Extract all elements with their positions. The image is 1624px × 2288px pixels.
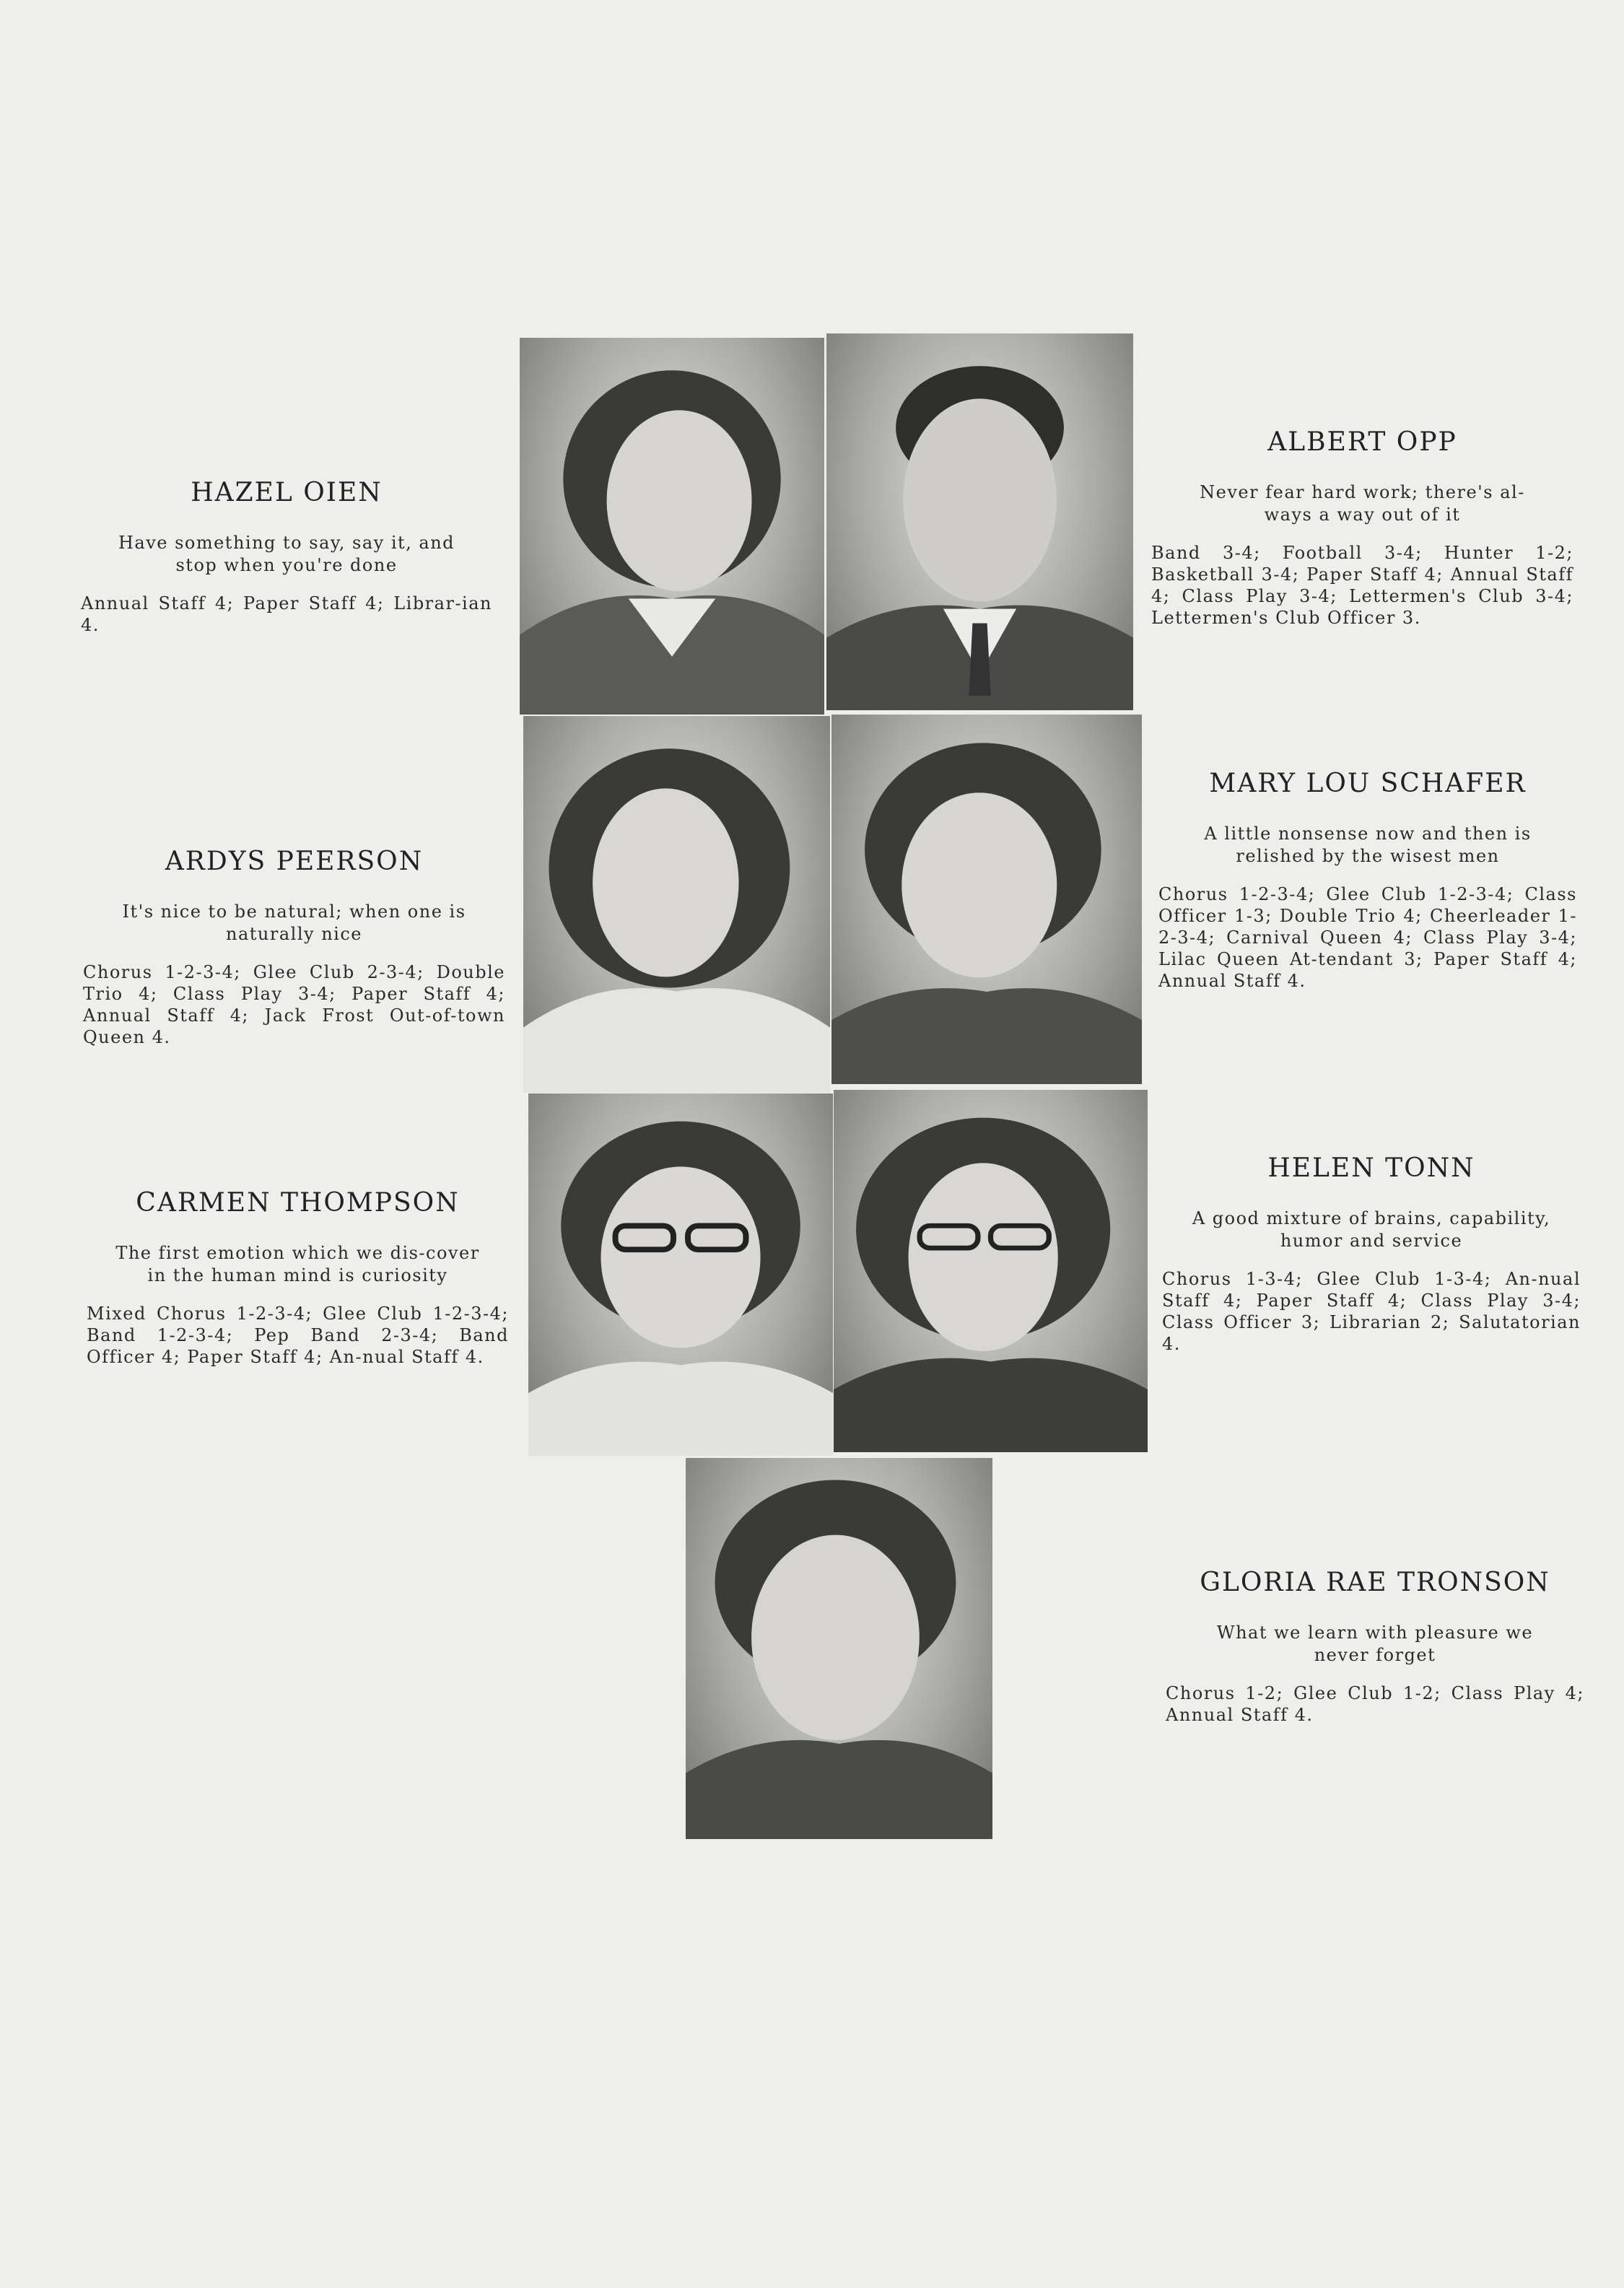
student-name: HAZEL OIEN [191,478,383,507]
student-motto: Never fear hard work; there's al-ways a way out of it [1200,482,1525,525]
student-activities: Chorus 1-2-3-4; Glee Club 1-2-3-4; Class Officer 1-3; Double Trio 4; Cheerleader 1-2-3-4; Carnival Queen 4; Class Play 3-4; Lilac Queen At-tendant 3; Paper Staff 4; Annual Staff 4. [1158,884,1577,991]
student-motto: A little nonsense now and then is relished by the wisest men [1204,824,1532,866]
student-activities: Band 3-4; Football 3-4; Hunter 1-2; Basketball 3-4; Paper Staff 4; Annual Staff 4; Class Play 3-4; Lettermen's Club 3-4; Lettermen's Club Officer 3. [1151,543,1573,628]
student-activities: Chorus 1-2; Glee Club 1-2; Class Play 4; Annual Staff 4. [1166,1683,1584,1725]
student-motto: The first emotion which we dis-cover in the human mind is curiosity [115,1243,480,1285]
student-name: ALBERT OPP [1267,427,1457,457]
portrait-silhouette [834,1090,1148,1452]
portrait-silhouette [528,1093,833,1456]
student-entry-hazel-oien [81,478,492,636]
student-motto: Have something to say, say it, and stop when you're done [118,533,455,575]
student-entry-mary-lou-schafer [1158,769,1577,992]
portrait-silhouette [831,715,1142,1084]
student-motto: A good mixture of brains, capability, humor and service [1192,1208,1551,1251]
student-name: GLORIA RAE TRONSON [1200,1568,1550,1597]
student-name: ARDYS PEERSON [165,847,424,876]
student-entry-ardys-peerson [83,847,505,1048]
portrait-photo-hazel-oien [520,338,824,715]
student-activities: Chorus 1-3-4; Glee Club 1-3-4; An-nual Staff 4; Paper Staff 4; Class Play 3-4; Class Officer 3; Librarian 2; Salutatorian 4. [1162,1269,1581,1354]
student-entry-carmen-thompson [87,1188,509,1368]
student-activities: Mixed Chorus 1-2-3-4; Glee Club 1-2-3-4; Band 1-2-3-4; Pep Band 2-3-4; Band Officer 4; Paper Staff 4; An-nual Staff 4. [87,1304,509,1367]
student-name: CARMEN THOMPSON [136,1188,460,1218]
student-entry-albert-opp [1151,427,1573,629]
student-activities: Chorus 1-2-3-4; Glee Club 2-3-4; Double Trio 4; Class Play 3-4; Paper Staff 4; Annual Staff 4; Jack Frost Out-of-town Queen 4. [83,962,505,1047]
student-name: MARY LOU SCHAFER [1209,769,1527,798]
student-motto: What we learn with pleasure we never forget [1216,1623,1534,1665]
student-activities: Annual Staff 4; Paper Staff 4; Librar-ian 4. [81,593,492,635]
student-motto: It's nice to be natural; when one is naturally nice [122,901,466,944]
student-name: HELEN TONN [1267,1153,1475,1183]
portrait-photo-mary-lou-schafer [831,715,1142,1084]
portrait-photo-helen-tonn [834,1090,1148,1452]
portrait-silhouette [686,1458,992,1839]
portrait-silhouette [520,338,824,715]
portrait-silhouette [826,333,1133,710]
student-entry-gloria-rae-tronson [1166,1568,1584,1726]
student-entry-helen-tonn [1162,1153,1581,1355]
portrait-photo-ardys-peerson [523,716,830,1093]
portrait-photo-albert-opp [826,333,1133,710]
portrait-photo-carmen-thompson [528,1093,833,1456]
portrait-photo-gloria-rae-tronson [686,1458,992,1839]
portrait-silhouette [523,716,830,1093]
